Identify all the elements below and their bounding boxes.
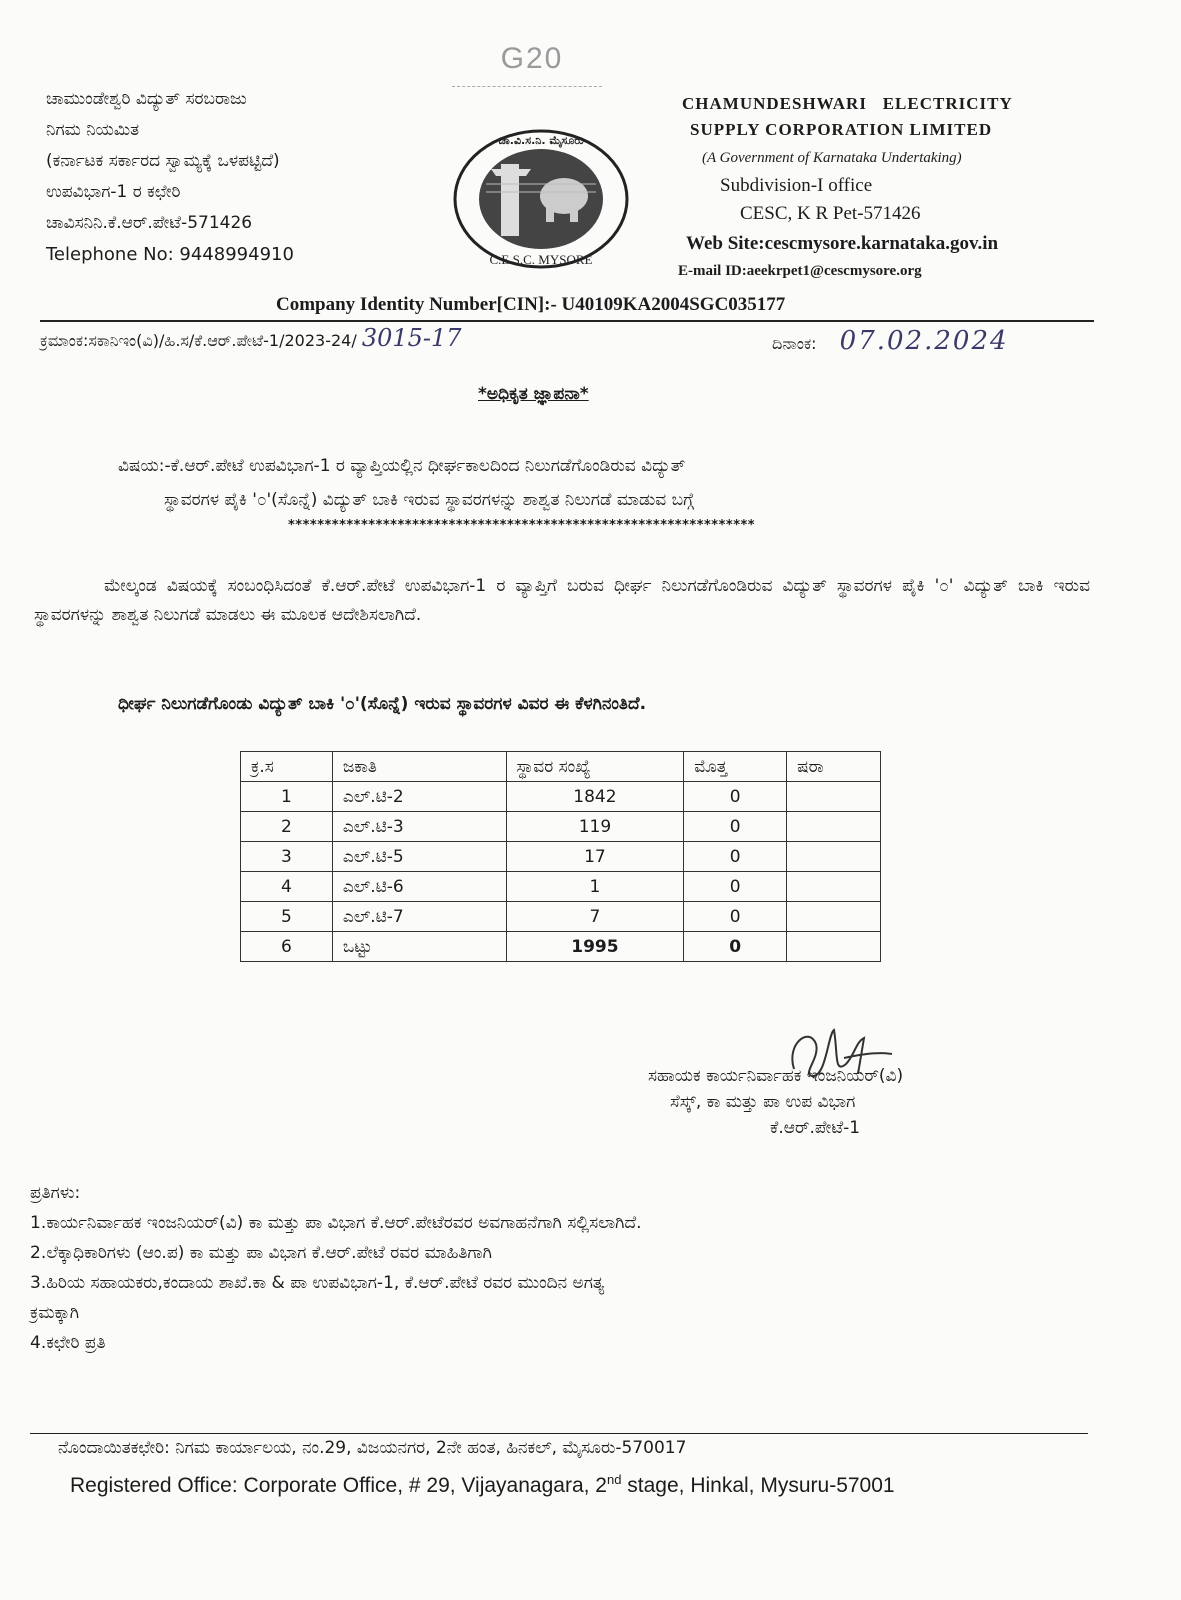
copies-block [30,1178,642,1358]
table-row [241,842,881,872]
row-amount: 0 [684,842,787,872]
row-installation-count: 1 [506,872,684,902]
table-row [241,812,881,842]
row-tariff: ಎಲ್.ಟಿ-2 [332,782,506,812]
dormant-installations-table [240,751,881,962]
row-amount: 0 [684,932,787,962]
g20-logo [462,42,602,88]
header-tariff: ಜಕಾತಿ [332,752,506,782]
footer-english-superscript: nd [606,1472,622,1487]
row-remarks [787,782,881,812]
row-serial: 4 [241,872,333,902]
subject-line-2: ಸ್ಥಾವರಗಳ ಪೈಕಿ '೦'(ಸೊನ್ನೆ) ವಿದ್ಯುತ್ ಬಾಕಿ ಇರುವ ಸ್ಥಾವರಗಳನ್ನು ಶಾಶ್ವತ ನಿಲುಗಡೆ ಮಾಡುವ ಬಗ್ಗೆ [164,490,694,510]
row-serial: 6 [241,932,333,962]
org-name-kannada: ಚಾಮುಂಡೇಶ್ವರಿ ವಿದ್ಯುತ್ ಸರಬರಾಜು [46,89,247,109]
row-installation-count: 17 [506,842,684,872]
row-tariff: ಎಲ್.ಟಿ-3 [332,812,506,842]
copy-item: 1.ಕಾರ್ಯನಿರ್ವಾಹಕ ಇಂಜನಿಯರ್(ವಿ) ಕಾ ಮತ್ತು ಪಾ ವಿಭಾಗ ಕೆ.ಆರ್.ಪೇಟೆರವರ ಅವಗಾಹನೆಗಾಗಿ ಸಲ್ಲಿಸಲಾಗಿದೆ. [30,1213,642,1233]
row-remarks [787,812,881,842]
row-tariff: ಎಲ್.ಟಿ-7 [332,902,506,932]
org-type-english: SUPPLY CORPORATION LIMITED [690,120,993,139]
row-remarks [787,932,881,962]
website: Web Site:cescmysore.karnataka.gov.in [686,233,999,254]
row-tariff: ಎಲ್.ಟಿ-6 [332,872,506,902]
date-label: ದಿನಾಂಕ: [772,334,817,353]
table-row [241,782,881,812]
memo-title: *ಅಧಿಕೃತ ಜ್ಞಾಪನಾ* [478,384,589,404]
footer-registered-office-kannada: ನೊಂದಾಯಿತಕಛೇರಿ: ನಿಗಮ ಕಾರ್ಯಾಲಯ, ನಂ.29, ವಿಜಯನಗರ, 2ನೇ ಹಂತ, ಹಿನಕಲ್, ಮೈಸೂರು-570017 [58,1438,687,1458]
signatory-designation: ಸಹಾಯಕ ಕಾರ್ಯನಿರ್ವಾಹಕ ಇಂಜನಿಯರ್(ವಿ) [648,1066,904,1086]
table-row [241,902,881,932]
logo-ring-bottom-text: C.E.S.C. MYSORE [489,252,593,267]
row-tariff: ಒಟ್ಟು [332,932,506,962]
row-remarks [787,842,881,872]
table-total-row [241,932,881,962]
date-handwritten: 07.02.2024 [839,326,1009,356]
cesc-emblem-logo [446,124,636,274]
gov-undertaking-kannada: (ಕರ್ನಾಟಕ ಸರ್ಕಾರದ ಸ್ವಾಮ್ಯಕ್ಕೆ ಒಳಪಟ್ಟಿದೆ) [46,151,280,171]
signature-block [648,1066,903,1138]
signatory-office: ಸೆಸ್ಕ್, ಕಾ ಮತ್ತು ಪಾ ಉಪ ವಿಭಾಗ [670,1092,856,1112]
footer-registered-office-english [70,1472,895,1498]
address-kannada: ಚಾವಿಸನಿನಿ.ಕೆ.ಆರ್.ಪೇಟೆ-571426 [46,213,253,233]
row-installation-count: 1842 [506,782,684,812]
telephone: Telephone No: 9448994910 [46,244,294,265]
signatory-place: ಕೆ.ಆರ್.ಪೇಟೆ-1 [770,1118,861,1138]
email: E-mail ID:aeekrpet1@cescmysore.org [678,263,922,279]
row-installation-count: 7 [506,902,684,932]
row-amount: 0 [684,812,787,842]
footer-english-part-2: stage, Hinkal, Mysuru-57001 [621,1474,895,1497]
date-row [772,326,1009,356]
row-serial: 2 [241,812,333,842]
row-amount: 0 [684,902,787,932]
header-divider [40,320,1094,322]
header-installation-count: ಸ್ಥಾವರ ಸಂಖ್ಯೆ [506,752,684,782]
table-row [241,872,881,902]
table-intro: ಧೀರ್ಘ ನಿಲುಗಡೆಗೊಂಡು ವಿದ್ಯುತ್ ಬಾಕಿ '೦'(ಸೊನ್ನೆ) ಇರುವ ಸ್ಥಾವರಗಳ ವಿವರ ಈ ಕೆಳಗಿನಂತಿದೆ. [118,694,647,714]
org-name-english: CHAMUNDESHWARI ELECTRICITY [682,94,1013,113]
reference-number-handwritten: 3015-17 [361,324,462,352]
row-remarks [787,872,881,902]
logo-ring-top-text: ಚಾ.ವಿ.ಸ.ನಿ. ಮೈಸೂರು [498,134,584,147]
header-amount: ಮೊತ್ತ [684,752,787,782]
row-tariff: ಎಲ್.ಟಿ-5 [332,842,506,872]
row-serial: 5 [241,902,333,932]
row-serial: 3 [241,842,333,872]
copy-item: ಕ್ರಮಕ್ಕಾಗಿ [30,1303,80,1323]
row-amount: 0 [684,782,787,812]
reference-number-row [40,324,462,352]
g20-logo-text: G20 [500,42,564,75]
subject-separator-stars: **************************************************************** [288,518,756,533]
copy-item: 3.ಹಿರಿಯ ಸಹಾಯಕರು,ಕಂದಾಯ ಶಾಖೆ.ಕಾ & ಪಾ ಉಪವಿಭಾಗ-1, ಕೆ.ಆರ್.ಪೇಟೆ ರವರ ಮುಂದಿನ ಅಗತ್ಯ [30,1273,605,1293]
copy-item: 4.ಕಛೇರಿ ಪ್ರತಿ [30,1333,106,1353]
copy-item: 2.ಲೆಕ್ಕಾಧಿಕಾರಿಗಳು (ಆಂ.ಪ) ಕಾ ಮತ್ತು ಪಾ ವಿಭಾಗ ಕೆ.ಆರ್.ಪೇಟೆ ರವರ ಮಾಹಿತಿಗಾಗಿ [30,1243,492,1263]
row-installation-count: 1995 [506,932,684,962]
row-amount: 0 [684,872,787,902]
row-remarks [787,902,881,932]
subdivision-office-kannada: ಉಪವಿಭಾಗ-1 ರ ಕಛೇರಿ [46,182,181,202]
copies-heading: ಪ್ರತಿಗಳು: [30,1183,81,1203]
body-paragraph: ಮೇಲ್ಕಂಡ ವಿಷಯಕ್ಕೆ ಸಂಬಂಧಿಸಿದಂತೆ ಕೆ.ಆರ್.ಪೇಟೆ ಉಪವಿಭಾಗ-1 ರ ವ್ಯಾಪ್ತಿಗೆ ಬರುವ ಧೀರ್ಘ ನಿಲುಗಡೆಗೊಂಡಿರುವ ವಿದ್ಯುತ್ ಸ್ಥಾವರಗಳ ಪೈಕಿ '೦' ವಿದ್ಯುತ್ ಬಾಕಿ ಇರುವ ಸ್ಥಾವರಗಳನ್ನು ಶಾಶ್ವತ ನಿಲುಗಡೆ ಮಾಡಲು ಈ ಮೂಲಕ ಆದೇಶಿಸಲಾಗಿದೆ. [34,576,1090,625]
table-header-row [241,752,881,782]
row-installation-count: 119 [506,812,684,842]
footer-english-part-1: Registered Office: Corporate Office, # 29, Vijayanagara, 2 [70,1474,607,1497]
header-remarks: ಷರಾ [787,752,881,782]
reference-number-label: ಕ್ರಮಾಂಕ:ಸಕಾನಿಇಂ(ವಿ)/ಹಿ.ಸ/ಕೆ.ಆರ್.ಪೇಟೆ-1/2023-24/ [40,331,357,350]
subdivision-office-english: Subdivision-I office [720,175,873,196]
row-serial: 1 [241,782,333,812]
footer-divider [30,1433,1088,1434]
address-english: CESC, K R Pet-571426 [740,203,921,224]
gov-undertaking-english: (A Government of Karnataka Undertaking) [702,150,962,166]
header-serial: ಕ್ರ.ಸ [241,752,333,782]
header-left-block [46,84,294,270]
company-identity-number: Company Identity Number[CIN]:- U40109KA2004SGC035177 [276,294,786,315]
header-right-block [678,94,1152,280]
org-type-kannada: ನಿಗಮ ನಿಯಮಿತ [46,120,140,140]
subject-line-1: ವಿಷಯ:-ಕೆ.ಆರ್.ಪೇಟೆ ಉಪವಿಭಾಗ-1 ರ ವ್ಯಾಪ್ತಿಯಲ್ಲಿನ ಧೀರ್ಘಕಾಲದಿಂದ ನಿಲುಗಡೆಗೊಂಡಿರುವ ವಿದ್ಯುತ್ [118,456,686,476]
